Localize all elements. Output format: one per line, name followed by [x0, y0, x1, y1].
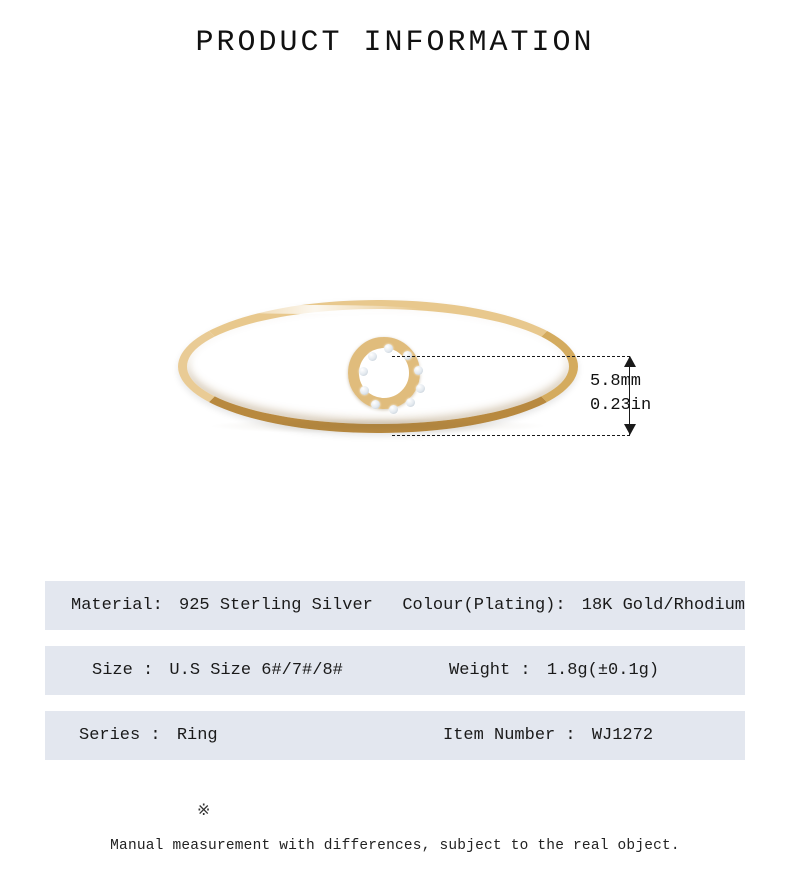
specifications-table — [45, 581, 745, 776]
footnote-text: Manual measurement with differences, subject to the real object. — [110, 838, 680, 854]
gem-stone-icon — [414, 366, 423, 375]
arrow-down-icon — [624, 424, 636, 435]
spec-colour — [398, 596, 745, 615]
spec-series — [45, 726, 405, 745]
spec-size-value: U.S Size 6#/7#/8# — [169, 661, 343, 680]
arrow-up-icon — [624, 356, 636, 367]
ring-shadow — [208, 418, 548, 434]
dimension-labels — [590, 370, 651, 418]
gem-stone-icon — [359, 367, 368, 376]
product-image — [0, 105, 790, 565]
spec-item-number — [405, 726, 745, 745]
page-title: PRODUCT INFORMATION — [195, 26, 595, 60]
spec-size-label: Size : — [92, 661, 154, 680]
gem-stone-icon — [368, 352, 377, 361]
spec-colour-value: 18K Gold/Rhodium — [581, 596, 745, 615]
spec-series-value: Ring — [176, 726, 218, 745]
spec-series-label: Series : — [79, 726, 161, 745]
spec-weight — [405, 661, 745, 680]
gem-stone-icon — [360, 386, 369, 395]
table-row — [45, 711, 745, 760]
dimension-guide-bottom — [392, 435, 630, 436]
spec-material-label: Material: — [71, 596, 163, 615]
spec-size — [45, 661, 405, 680]
table-row — [45, 581, 745, 630]
gem-stone-icon — [371, 400, 380, 409]
spec-colour-label: Colour(Plating): — [402, 596, 566, 615]
spec-weight-value: 1.8g(±0.1g) — [546, 661, 660, 680]
table-row — [45, 646, 745, 695]
dimension-imperial: 0.23in — [590, 396, 652, 415]
spec-material-value: 925 Sterling Silver — [179, 596, 373, 615]
gem-stone-icon — [384, 344, 393, 353]
pave-knot — [348, 337, 420, 409]
dimension-metric: 5.8mm — [590, 372, 642, 391]
gem-stone-icon — [406, 398, 415, 407]
spec-item-number-value: WJ1272 — [591, 726, 654, 745]
asterisk-icon: ※ — [197, 802, 211, 820]
ring-illustration — [178, 300, 578, 435]
spec-item-number-label: Item Number : — [443, 726, 576, 745]
gem-stone-icon — [389, 405, 398, 414]
gem-stone-icon — [416, 384, 425, 393]
spec-weight-label: Weight : — [449, 661, 531, 680]
dimension-guide-top — [392, 356, 630, 357]
spec-material — [45, 596, 398, 615]
